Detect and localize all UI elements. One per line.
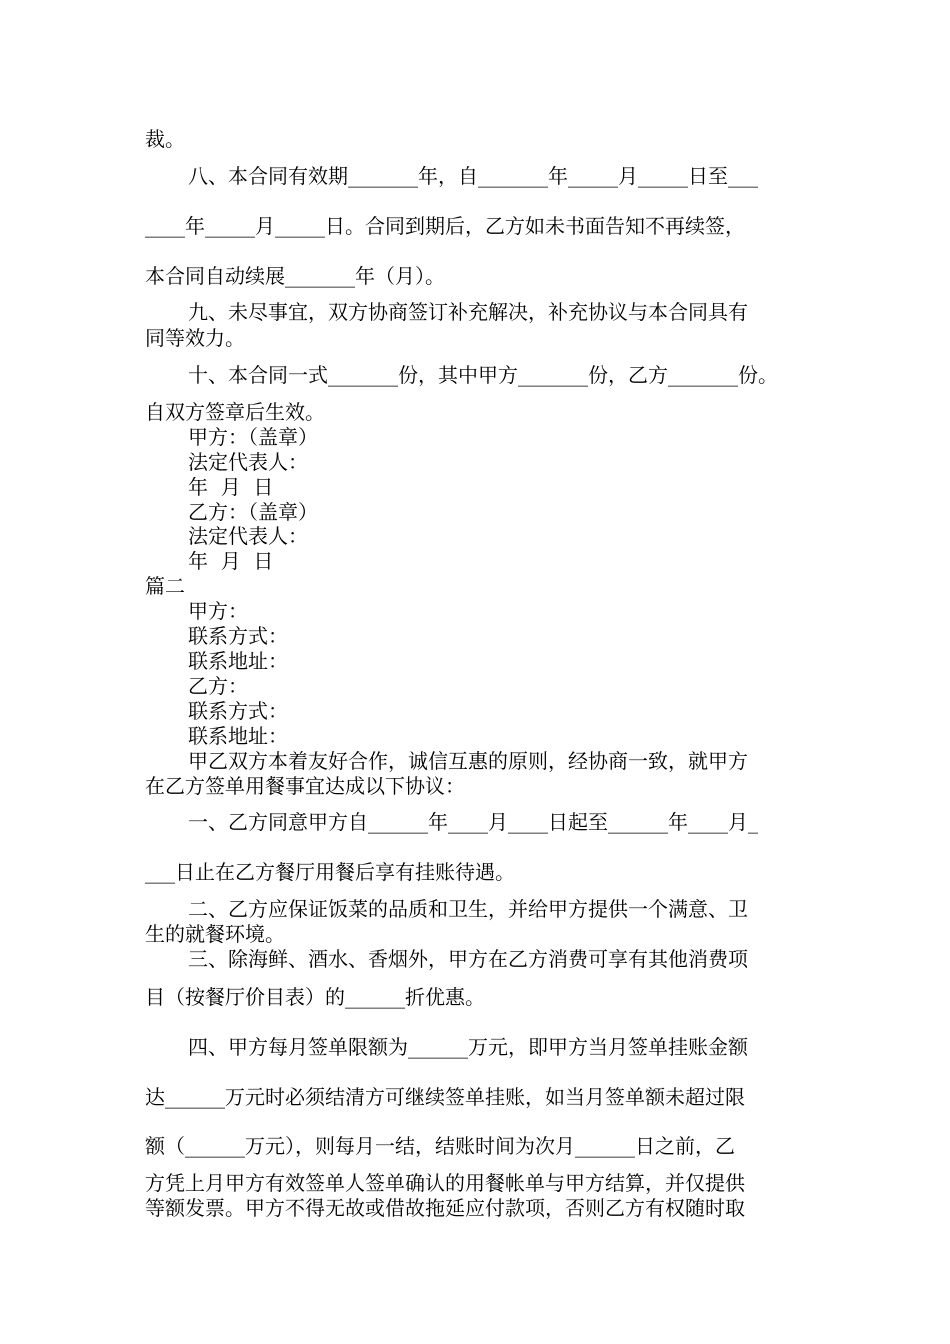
section-heading: 篇二 [145, 574, 185, 598]
text-line: 乙方： [188, 674, 248, 698]
text-line: 裁。 [145, 127, 185, 151]
text-line: 联系方式： [188, 699, 288, 723]
text-line: 一、乙方同意甲方自______年____月____日起至______年____月_ [188, 810, 758, 834]
text-line: 甲方：（盖章） [188, 425, 318, 449]
text-line: ____年_____月_____日。合同到期后，乙方如未书面告知不再续签， [145, 214, 745, 238]
text-line: ___日止在乙方餐厅用餐后享有挂账待遇。 [145, 860, 515, 884]
text-line: 法定代表人： [188, 450, 308, 474]
text-line: 达______万元时必须结清方可继续签单挂账，如当月签单额未超过限 [145, 1085, 745, 1109]
text-line: 年 月 日 [188, 549, 274, 573]
text-line: 本合同自动续展_______年（月）。 [145, 264, 445, 288]
text-line: 等额发票。甲方不得无故或借故拖延应付款项，否则乙方有权随时取 [145, 1196, 745, 1220]
text-line: 八、本合同有效期_______年，自_______年_____月_____日至___ [188, 164, 758, 188]
text-line: 二、乙方应保证饭菜的品质和卫生，并给甲方提供一个满意、卫 [188, 897, 748, 921]
text-line: 三、除海鲜、酒水、香烟外，甲方在乙方消费可享有其他消费项 [188, 947, 748, 971]
text-line: 九、未尽事宜，双方协商签订补充解决，补充协议与本合同具有 [188, 300, 748, 324]
text-line: 甲乙双方本着友好合作，诚信互惠的原则，经协商一致，就甲方 [188, 749, 748, 773]
text-line: 额（______万元），则每月一结，结账时间为次月______日之前，乙 [145, 1134, 735, 1158]
text-line: 方凭上月甲方有效签单人签单确认的用餐帐单与甲方结算，并仅提供 [145, 1171, 745, 1195]
text-line: 自双方签章后生效。 [145, 400, 325, 424]
text-line: 四、甲方每月签单限额为______万元，即甲方当月签单挂账金额 [188, 1035, 748, 1059]
text-line: 法定代表人： [188, 524, 308, 548]
text-line: 在乙方签单用餐事宜达成以下协议： [145, 774, 465, 798]
text-line: 同等效力。 [145, 326, 245, 350]
text-line: 联系地址： [188, 724, 288, 748]
text-line: 十、本合同一式_______份，其中甲方_______份，乙方_______份。 [188, 363, 778, 387]
text-line: 目（按餐厅价目表）的______折优惠。 [145, 985, 485, 1009]
text-line: 联系地址： [188, 649, 288, 673]
text-line: 生的就餐环境。 [145, 922, 285, 946]
text-line: 甲方： [188, 599, 248, 623]
text-line: 联系方式： [188, 624, 288, 648]
text-line: 乙方：（盖章） [188, 500, 318, 524]
text-line: 年 月 日 [188, 475, 274, 499]
